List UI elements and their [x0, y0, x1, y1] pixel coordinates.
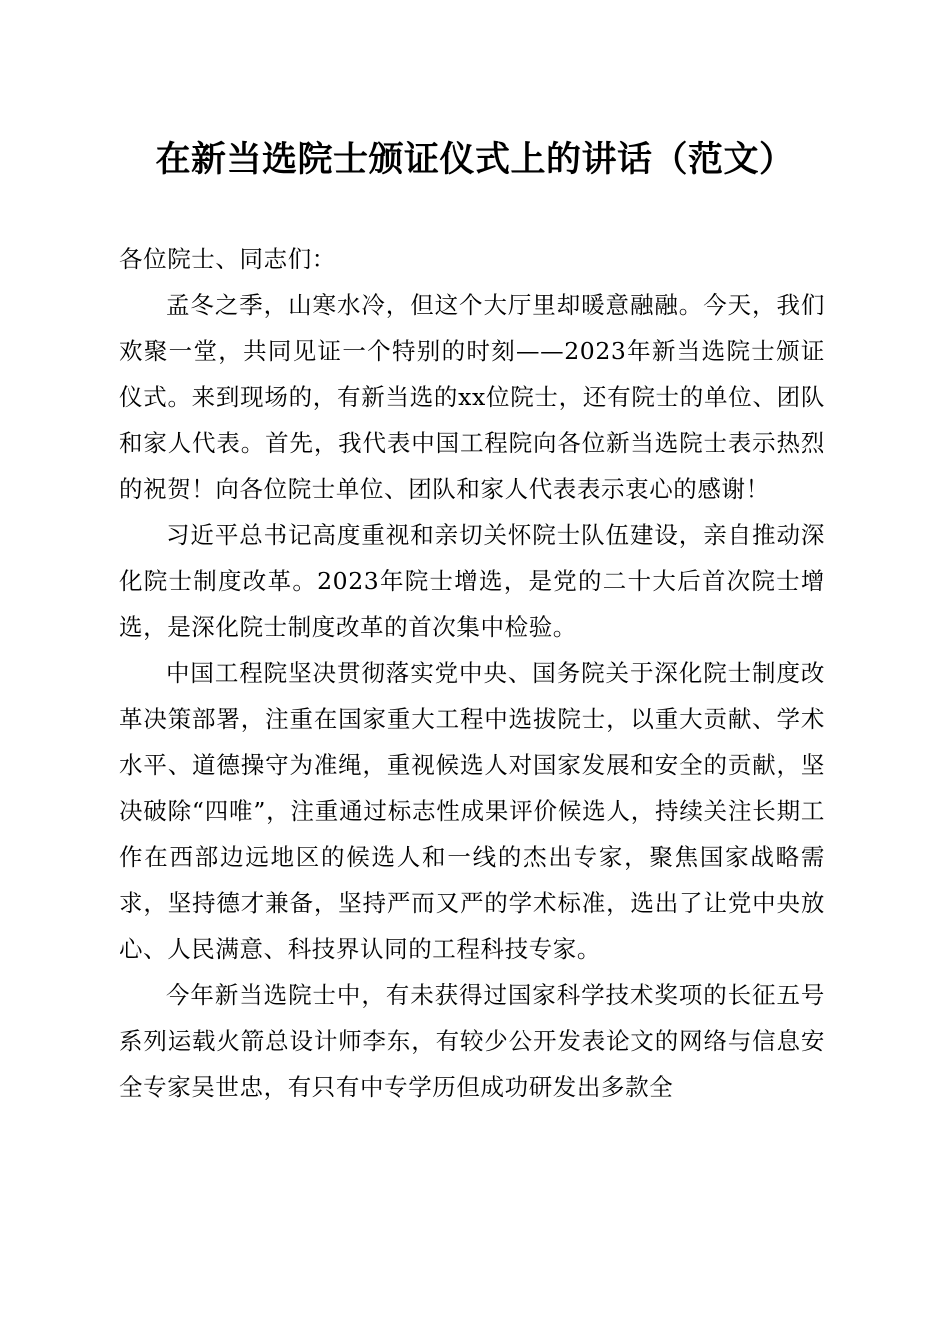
document-title: 在新当选院士颁证仪式上的讲话（范文） — [155, 139, 795, 180]
paragraph-1: 孟冬之季，山寒水冷，但这个大厅里却暖意融融。今天，我们欢聚一堂，共同见证一个特别的时刻——2023年新当选院士颁证仪式。来到现场的，有新当选的xx位院士，还有院士的单位、团队和家人代表。首先，我代表中国工程院向各位新当选院士表示热烈的祝贺！向各位院士单位、团队和家人代表表示衷心的感谢！ — [119, 291, 825, 503]
paragraph-2: 习近平总书记高度重视和亲切关怀院士队伍建设，亲自推动深化院士制度改革。2023年院士增选，是党的二十大后首次院士增选，是深化院士制度改革的首次集中检验。 — [119, 521, 825, 641]
document-body — [119, 236, 825, 1110]
paragraph-3: 中国工程院坚决贯彻落实党中央、国务院关于深化院士制度改革决策部署，注重在国家重大工程中选拔院士，以重大贡献、学术水平、道德操守为准绳，重视候选人对国家发展和安全的贡献，坚决破除“四唯”，注重通过标志性成果评价候选人，持续关注长期工作在西部边远地区的候选人和一线的杰出专家，聚焦国家战略需求，坚持德才兼备，坚持严而又严的学术标准，选出了让党中央放心、人民满意、科技界认同的工程科技专家。 — [119, 659, 825, 963]
paragraph-4: 今年新当选院士中，有未获得过国家科学技术奖项的长征五号系列运载火箭总设计师李东，有较少公开发表论文的网络与信息安全专家吴世忠，有只有中专学历但成功研发出多款全 — [119, 981, 825, 1101]
salutation: 各位院士、同志们： — [119, 245, 336, 273]
